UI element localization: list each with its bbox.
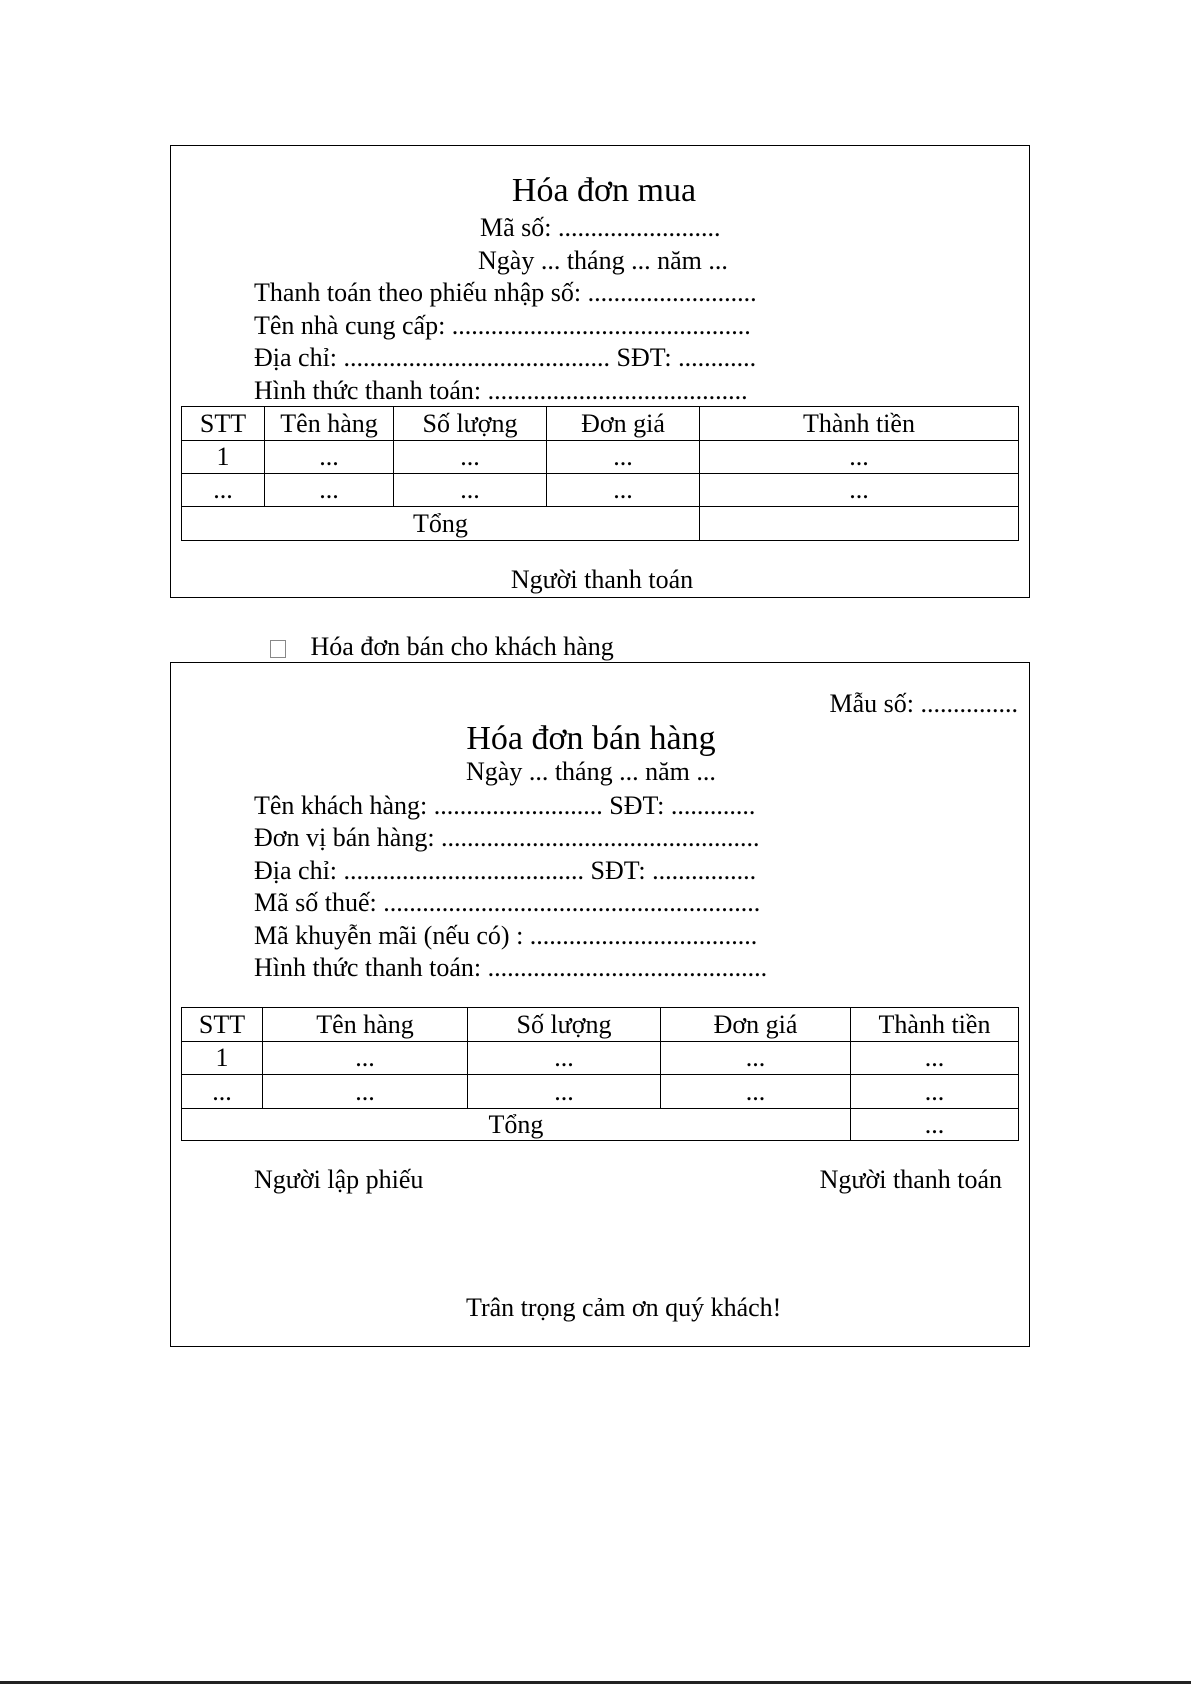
header-cell: Đơn giá bbox=[661, 1008, 851, 1042]
sale-form-no: Mẫu số: ............... bbox=[829, 689, 1018, 718]
cell: ... bbox=[547, 441, 700, 474]
cell: ... bbox=[394, 474, 547, 507]
total-value: ... bbox=[851, 1109, 1019, 1141]
purchase-items-table bbox=[181, 406, 1019, 541]
total-label: Tổng bbox=[182, 1109, 851, 1141]
sale-items-table bbox=[181, 1007, 1019, 1141]
sale-title: Hóa đơn bán hàng bbox=[466, 720, 716, 757]
section-heading-text: Hóa đơn bán cho khách hàng bbox=[310, 632, 614, 661]
cell: ... bbox=[547, 474, 700, 507]
section-heading bbox=[270, 631, 614, 663]
sale-signer-left: Người lập phiếu bbox=[254, 1165, 424, 1194]
sale-signer-right: Người thanh toán bbox=[819, 1165, 1002, 1194]
purchase-line: Hình thức thanh toán: ........................................ bbox=[254, 376, 748, 405]
sale-line: Tên khách hàng: .......................... SĐT: ............. bbox=[254, 791, 756, 820]
sale-line: Mã số thuế: .......................................................... bbox=[254, 888, 761, 917]
sale-line: Địa chỉ: ..................................... SĐT: ................ bbox=[254, 856, 757, 885]
header-cell: STT bbox=[182, 1008, 263, 1042]
total-label: Tổng bbox=[182, 507, 700, 541]
cell: ... bbox=[700, 474, 1019, 507]
sale-line: Hình thức thanh toán: ........................................... bbox=[254, 953, 768, 982]
page-bottom-edge bbox=[0, 1681, 1191, 1684]
cell: ... bbox=[265, 474, 394, 507]
table-row bbox=[182, 441, 1019, 474]
table-header-row bbox=[182, 1008, 1019, 1042]
table-row bbox=[182, 474, 1019, 507]
total-row bbox=[182, 1109, 1019, 1141]
cell: ... bbox=[265, 441, 394, 474]
cell: ... bbox=[468, 1075, 661, 1109]
header-cell: Đơn giá bbox=[547, 407, 700, 441]
cell: ... bbox=[700, 441, 1019, 474]
cell: ... bbox=[263, 1042, 468, 1075]
purchase-line: Thanh toán theo phiếu nhập số: .......................... bbox=[254, 278, 757, 307]
total-row bbox=[182, 507, 1019, 541]
sale-date: Ngày ... tháng ... năm ... bbox=[466, 757, 716, 786]
table-row bbox=[182, 1042, 1019, 1075]
cell: 1 bbox=[182, 1042, 263, 1075]
total-value bbox=[700, 507, 1019, 541]
cell: ... bbox=[851, 1042, 1019, 1075]
checkbox-icon bbox=[270, 640, 286, 658]
cell: ... bbox=[468, 1042, 661, 1075]
cell: ... bbox=[182, 1075, 263, 1109]
header-cell: Tên hàng bbox=[265, 407, 394, 441]
table-header-row bbox=[182, 407, 1019, 441]
sale-line: Đơn vị bán hàng: ................................................. bbox=[254, 823, 760, 852]
cell: ... bbox=[851, 1075, 1019, 1109]
purchase-line: Địa chỉ: ......................................... SĐT: ............ bbox=[254, 343, 757, 372]
purchase-line: Tên nhà cung cấp: .............................................. bbox=[254, 311, 751, 340]
purchase-date: Ngày ... tháng ... năm ... bbox=[478, 246, 728, 275]
cell: ... bbox=[661, 1042, 851, 1075]
purchase-title: Hóa đơn mua bbox=[511, 172, 697, 209]
purchase-code: Mã số: ......................... bbox=[480, 213, 721, 242]
cell: ... bbox=[394, 441, 547, 474]
sale-thanks: Trân trọng cảm ơn quý khách! bbox=[466, 1293, 782, 1322]
cell: ... bbox=[263, 1075, 468, 1109]
sale-line: Mã khuyễn mãi (nếu có) : ................................... bbox=[254, 921, 758, 950]
purchase-signer: Người thanh toán bbox=[510, 565, 694, 594]
cell: 1 bbox=[182, 441, 265, 474]
header-cell: Số lượng bbox=[394, 407, 547, 441]
header-cell: Số lượng bbox=[468, 1008, 661, 1042]
cell: ... bbox=[182, 474, 265, 507]
table-row bbox=[182, 1075, 1019, 1109]
header-cell: Thành tiền bbox=[700, 407, 1019, 441]
header-cell: Tên hàng bbox=[263, 1008, 468, 1042]
header-cell: Thành tiền bbox=[851, 1008, 1019, 1042]
header-cell: STT bbox=[182, 407, 265, 441]
cell: ... bbox=[661, 1075, 851, 1109]
